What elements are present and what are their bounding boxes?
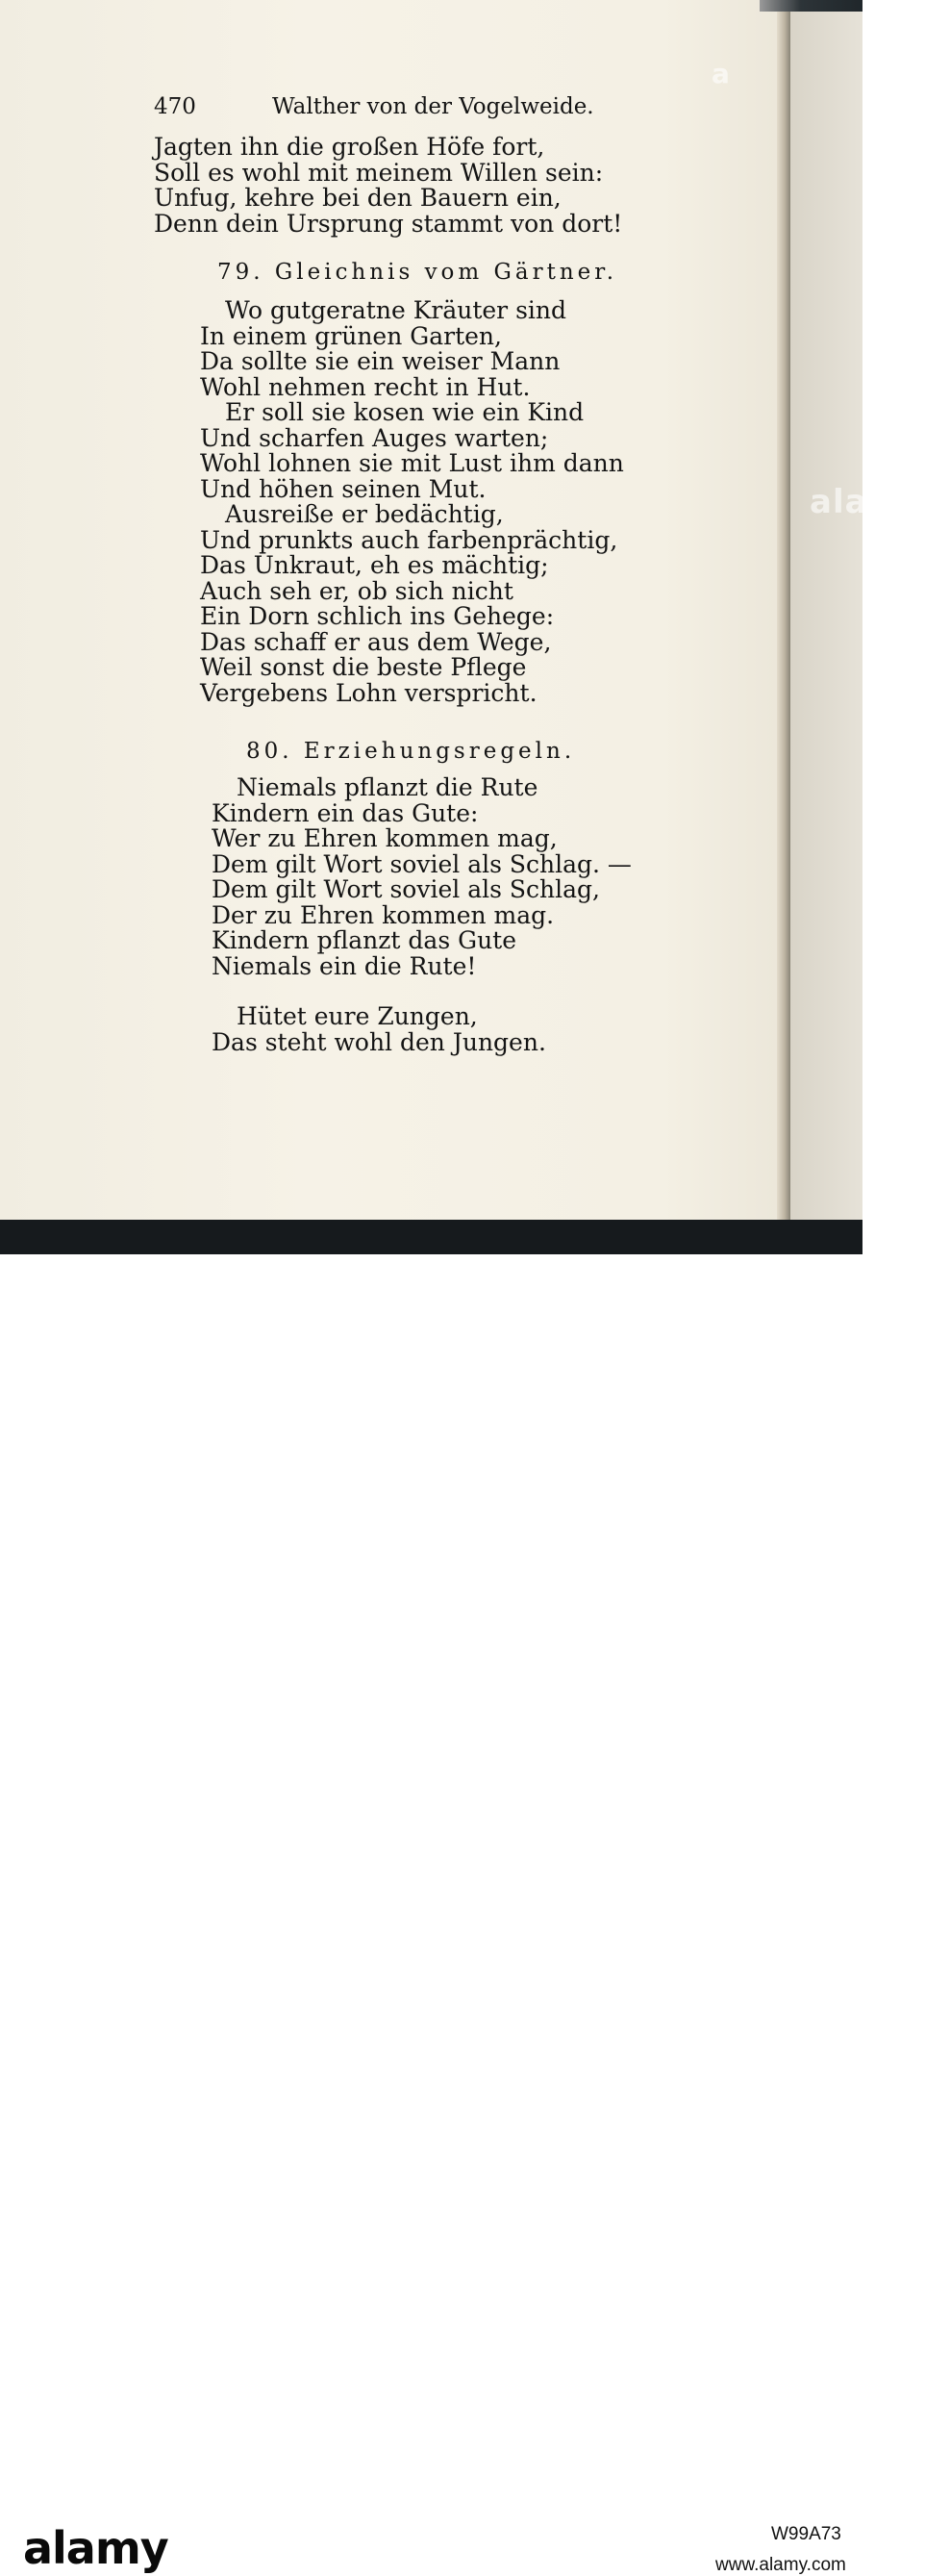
scan-bottom-band [0,1220,862,1254]
verse-line: Wohl lohnen sie mit Lust ihm dann [200,449,624,477]
poem-80-title: 80. Erziehungsregeln. [246,739,576,764]
verse-line: Kindern pflanzt das Gute [212,926,517,954]
verse-line: Denn dein Ursprung stammt von dort! [154,209,623,238]
watermark-overlay-letter: a [712,58,731,89]
verse-line: Und scharfen Auges warten; [200,423,549,452]
verse-line: Das steht wohl den Jungen. [212,1027,546,1056]
verse-line: Kindern ein das Gute: [212,798,479,827]
poem-80-stanza-2 [212,1004,546,1055]
poem-79-body [200,298,624,706]
verse-line: Niemals pflanzt die Rute [237,773,538,801]
poem-80-stanza-1 [212,775,632,979]
cover-edge [760,0,862,12]
verse-line: Auch seh er, ob sich nicht [200,576,513,605]
verse-line: Da sollte sie ein weiser Mann [200,347,561,375]
verse-line: Und prunkts auch farbenprächtig, [200,525,618,554]
scanned-book-spread [0,0,925,1220]
verse-line: Jagten ihn die großen Höfe fort, [154,133,545,161]
verse-line: Das Unkraut, eh es mächtig; [200,551,549,579]
verse-line: Soll es wohl mit meinem Willen sein: [154,158,604,187]
adjacent-page-edge [790,0,862,1220]
verse-line: Er soll sie kosen wie ein Kind [225,398,585,426]
verse-line: Weil sonst die beste Pflege [200,653,527,681]
intro-stanza [154,135,622,237]
verse-line: Dem gilt Wort soviel als Schlag. — [212,849,632,878]
verse-line: Der zu Ehren kommen mag. [212,900,555,929]
verse-line: Und höhen seinen Mut. [200,474,487,503]
verse-line: Ein Dorn schlich ins Gehege: [200,602,555,630]
verse-line: Das schaff er aus dem Wege, [200,627,552,656]
image-id: W99A73 [771,2524,841,2544]
verse-line: Ausreiße er bedächtig, [225,500,504,528]
poem-79-title: 79. Gleichnis vom Gärtner. [217,260,618,285]
verse-line: Niemals ein die Rute! [212,951,477,980]
book-gutter [777,0,790,1220]
alamy-logo: alamy [23,2522,168,2574]
verse-line: Hütet eure Zungen, [237,1002,478,1030]
verse-line: Wo gutgeratne Kräuter sind [225,296,566,324]
verse-line: Unfug, kehre bei den Bauern ein, [154,184,562,212]
page-number: 470 [154,94,196,119]
verse-line: Vergebens Lohn verspricht. [200,678,538,707]
site-url: www.alamy.com [715,2555,846,2575]
running-head: Walther von der Vogelweide. [272,94,594,119]
verse-line: Wohl nehmen recht in Hut. [200,372,531,401]
watermark-overlay-text: alamy [810,483,925,521]
verse-line: In einem grünen Garten, [200,321,502,350]
verse-line: Wer zu Ehren kommen mag, [212,824,558,852]
verse-line: Dem gilt Wort soviel als Schlag, [212,875,600,903]
stock-footer [0,1254,862,2575]
